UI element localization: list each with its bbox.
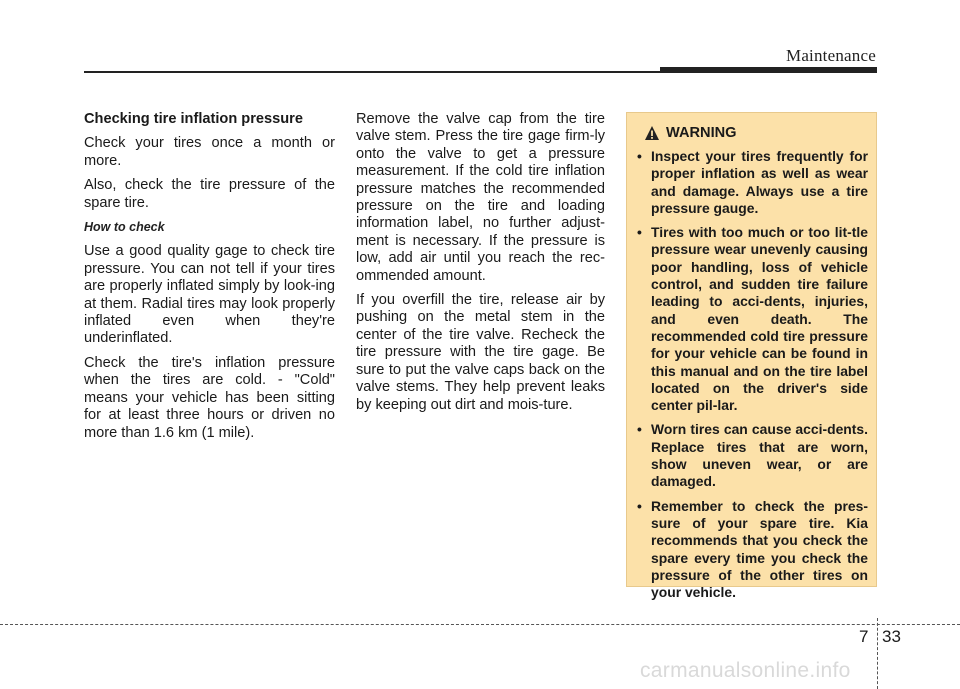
warning-box <box>626 112 877 601</box>
paragraph: Check the tire's inflation pressure when the tires are cold. - "Cold" means your vehicle has been sitting for at least three hours or driven no more than 1.6 km (1 mile). <box>84 354 335 441</box>
warning-list <box>637 148 868 608</box>
text-column-left <box>84 111 335 449</box>
paragraph: Remove the valve cap from the tire valve stem. Press the tire gage firm-ly onto the valve to get a pressure measurement. If the cold tire inflation pressure matches the recommended pressure on the tire and loading information label, no further adjust-ment is necessary. If the pressure is low, add air until you reach the rec-ommended amount. <box>356 111 605 284</box>
warning-title: WARNING <box>666 125 737 141</box>
subheading: How to check <box>84 220 165 235</box>
warning-item: • Worn tires can cause acci-dents. Replace tires that are worn, show uneven wear, or are damaged. <box>637 421 868 490</box>
footer-rule <box>0 624 960 625</box>
warning-item: • Tires with too much or too lit-tle pressure wear unevenly causing poor handling, loss of vehicle control, and sudden tire failure leading to acci-dents, injuries, and even death. The recommended cold tire pressure for your vehicle can be found in this manual and on the tire label located on the driver's side center pil-lar. <box>637 224 868 414</box>
warning-triangle-icon <box>644 125 660 141</box>
section-heading: Checking tire inflation pressure <box>84 111 303 127</box>
watermark: carmanualsonline.info <box>640 659 851 682</box>
header-rule <box>84 71 660 73</box>
paragraph: Use a good quality gage to check tire pressure. You can not tell if your tires are properly inflated simply by look-ing at them. Radial tires may look properly inflated even when they're underinflated. <box>84 243 335 347</box>
paragraph: Also, check the tire pressure of the spare tire. <box>84 177 335 211</box>
paragraph: Check your tires once a month or more. <box>84 135 335 169</box>
chapter-number: 7 <box>859 627 869 646</box>
warning-item: • Remember to check the pres-sure of your spare tire. Kia recommends that you check the spare every time you check the pressure of the other tires on your vehicle. <box>637 498 868 602</box>
section-title: Maintenance <box>786 46 876 65</box>
paragraph: If you overfill the tire, release air by pushing on the metal stem in the center of the tire valve. Recheck the tire pressure with the tire gage. Be sure to put the valve caps back on the valve stems. They help prevent leaks by keeping out dirt and mois-ture. <box>356 292 605 413</box>
warning-header <box>644 125 737 141</box>
warning-item: • Inspect your tires frequently for proper inflation as well as wear and damage. Always use a tire pressure gauge. <box>637 148 868 217</box>
page-number: 33 <box>882 627 901 646</box>
header-rule-accent <box>660 67 877 73</box>
text-column-middle <box>356 111 605 421</box>
